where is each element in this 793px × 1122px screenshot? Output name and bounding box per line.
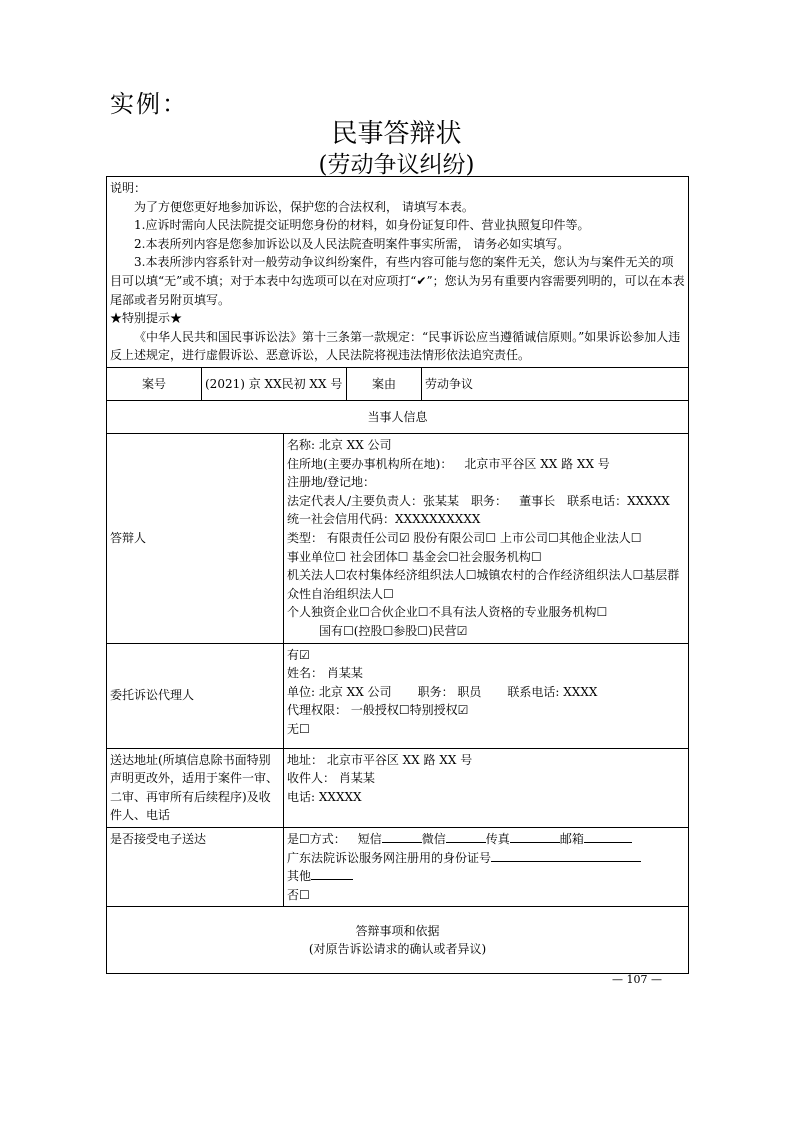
electronic-delivery-details[interactable] bbox=[284, 827, 689, 906]
respondent-type-line-5: 国有☐(控股☐参股☐)民营☑ bbox=[319, 623, 468, 638]
instructions-heading: 说明： bbox=[110, 181, 147, 195]
example-label: 实例： bbox=[110, 90, 188, 118]
delivery-address: 地址： 北京市平谷区 XX 路 XX 号 bbox=[287, 752, 473, 767]
sms-blank[interactable] bbox=[382, 831, 422, 843]
respondent-position-value: 董事长 bbox=[519, 493, 556, 508]
agent-no-option: 无☐ bbox=[287, 721, 310, 736]
instructions-item-2: 2.本表所列内容是您参加诉讼以及人民法院查明案件事实所需， 请务必如实填写。 bbox=[134, 236, 570, 251]
instructions-intro: 为了方便您更好地参加诉讼，保护您的合法权利， 请填写本表。 bbox=[134, 199, 474, 214]
instructions-cell bbox=[107, 177, 689, 368]
parties-header: 当事人信息 bbox=[107, 401, 689, 434]
id-number-label: 广东法院诉讼服务网注册用的身份证号 bbox=[287, 850, 492, 865]
case-cause-label: 案由 bbox=[347, 368, 422, 401]
defense-title: 答辩事项和依据 bbox=[355, 923, 440, 938]
email-blank[interactable] bbox=[584, 831, 632, 843]
agent-yes-option: 有☑ bbox=[287, 647, 310, 662]
delivery-label: 送达地址(所填信息除书面特别声明更改外，适用于案件一审、二审、再审所有后续程序)及收件人、电话 bbox=[107, 748, 284, 827]
other-method-blank[interactable] bbox=[311, 868, 353, 880]
document-title: 民事答辩状 bbox=[331, 119, 462, 149]
page-number: — 107 — bbox=[612, 973, 662, 986]
parties-header-row bbox=[107, 401, 689, 434]
electronic-delivery-row bbox=[107, 827, 689, 906]
instructions-item-3: 3.本表所涉内容系针对一般劳动争议纠纷案件，有些内容可能与您的案件无关，您认为与案件无关的项目可以填“无”或不填；对于本表中勾选项可以在对应项打“✔”；您认为另有重要内容需要列明的，可以在本表尾部或者另附页填写。 bbox=[110, 255, 685, 307]
respondent-phone-label: 联系电话： bbox=[567, 493, 628, 508]
agent-phone: 联系电话: XXXX bbox=[507, 684, 598, 699]
respondent-type-line-4: 个人独资企业☐合伙企业☐不具有法人资格的专业服务机构☐ bbox=[287, 605, 608, 620]
agent-unit-line bbox=[287, 683, 685, 702]
respondent-credit-code: 统一社会信用代码：XXXXXXXXXX bbox=[287, 512, 481, 527]
instructions-item-1: 1.应诉时需向人民法院提交证明您身份的材料，如身份证复印件、营业执照复印件等。 bbox=[134, 218, 590, 233]
respondent-details[interactable] bbox=[284, 434, 689, 644]
fax-blank[interactable] bbox=[510, 831, 560, 843]
respondent-type-line-1: 类型： 有限责任公司☑ 股份有限公司☐ 上市公司☐其他企业法人☐ bbox=[287, 530, 642, 545]
respondent-type-line-2: 事业单位☐ 社会团体☐ 基金会☐社会服务机构☐ bbox=[287, 549, 542, 564]
other-method-line bbox=[287, 867, 685, 886]
agent-row bbox=[107, 643, 689, 748]
defense-header-row bbox=[107, 907, 689, 974]
respondent-address bbox=[287, 455, 685, 474]
wechat-blank[interactable] bbox=[446, 831, 486, 843]
document-subtitle: (劳动争议纠纷) bbox=[318, 152, 475, 178]
case-number-label: 案号 bbox=[107, 368, 202, 401]
other-method-label: 其他 bbox=[287, 869, 312, 884]
respondent-representative-line bbox=[287, 492, 685, 511]
method-sms-label: 短信 bbox=[357, 831, 382, 846]
electronic-no-option: 否☐ bbox=[287, 887, 310, 902]
respondent-address-label: 住所地(主要办事机构所在地)： bbox=[287, 456, 453, 471]
respondent-representative: 法定代表人/主要负责人：张某某 bbox=[287, 493, 460, 508]
instructions-row bbox=[107, 177, 689, 368]
agent-authority: 代理权限： 一般授权☐特别授权☑ bbox=[287, 703, 469, 718]
defense-header bbox=[107, 907, 689, 974]
method-fax-label: 传真 bbox=[485, 831, 510, 846]
respondent-position-label: 职务： bbox=[471, 493, 508, 508]
respondent-name: 名称: 北京 XX 公司 bbox=[287, 438, 392, 452]
respondent-registration: 注册地/登记地： bbox=[287, 475, 376, 490]
case-cause-value[interactable]: 劳动争议 bbox=[422, 368, 689, 401]
special-notice-text: 《中华人民共和国民事诉讼法》第十三条第一款规定：“民事诉讼应当遵循诚信原则。”如果诉讼参加人违反上述规定，进行虚假诉讼、恶意诉讼，人民法院将视违法情形依法追究责任。 bbox=[110, 329, 681, 363]
special-notice-heading: ★特别提示★ bbox=[110, 311, 183, 326]
respondent-address-value: 北京市平谷区 XX 路 XX 号 bbox=[464, 456, 610, 471]
delivery-row bbox=[107, 748, 689, 827]
method-email-label: 邮箱 bbox=[559, 831, 584, 846]
electronic-delivery-label: 是否接受电子送达 bbox=[107, 827, 284, 906]
electronic-delivery-methods bbox=[287, 830, 685, 849]
respondent-phone-value: XXXXX bbox=[627, 493, 670, 508]
agent-name: 姓名： 肖某某 bbox=[287, 666, 363, 681]
electronic-yes-option: 是☐方式： bbox=[287, 831, 346, 846]
case-number-value[interactable]: (2021) 京 XX民初 XX 号 bbox=[202, 368, 347, 401]
respondent-type-line-3: 机关法人☐农村集体经济组织法人☐城镇农村的合作经济组织法人☐基层群众性自治组织法人☐ bbox=[287, 568, 680, 601]
respondent-row bbox=[107, 434, 689, 644]
delivery-phone: 电话: XXXXX bbox=[287, 789, 362, 804]
delivery-recipient: 收件人： 肖某某 bbox=[287, 771, 375, 786]
case-info-row bbox=[107, 368, 689, 401]
id-number-line bbox=[287, 849, 685, 868]
agent-label: 委托诉讼代理人 bbox=[107, 643, 284, 748]
respondent-label: 答辩人 bbox=[107, 434, 284, 644]
defense-form-table bbox=[106, 176, 689, 974]
method-wechat-label: 微信 bbox=[421, 831, 446, 846]
delivery-details[interactable] bbox=[284, 748, 689, 827]
id-number-blank[interactable] bbox=[491, 850, 641, 862]
defense-subtitle: (对原告诉讼请求的确认或者异议) bbox=[308, 942, 487, 957]
agent-unit: 单位: 北京 XX 公司 bbox=[287, 684, 392, 699]
agent-details[interactable] bbox=[284, 643, 689, 748]
agent-position: 职务： 职员 bbox=[417, 684, 482, 699]
